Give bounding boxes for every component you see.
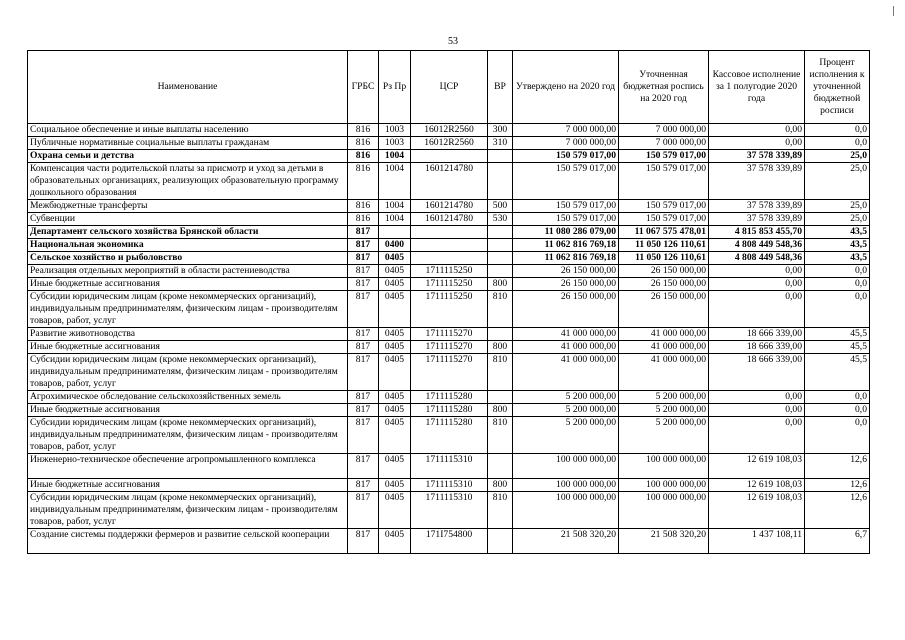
- row-cash-cell: 0,00: [709, 124, 805, 137]
- budget-execution-table: [27, 50, 870, 554]
- table-row: [28, 124, 870, 137]
- row-refined-cell: 11 050 126 110,61: [619, 252, 709, 265]
- row-rz-pr-cell: 0405: [379, 252, 411, 265]
- row-approved-cell: 150 579 017,00: [513, 163, 619, 200]
- table-row: [28, 239, 870, 252]
- row-cash-cell: 0,00: [709, 265, 805, 278]
- row-rz-pr-cell: 0405: [379, 454, 411, 479]
- row-name-cell: Иные бюджетные ассигнования: [28, 479, 348, 492]
- table-row: [28, 479, 870, 492]
- row-refined-cell: 7 000 000,00: [619, 124, 709, 137]
- row-approved-cell: 26 150 000,00: [513, 291, 619, 328]
- row-refined-cell: 21 508 320,20: [619, 529, 709, 554]
- row-refined-cell: 41 000 000,00: [619, 341, 709, 354]
- row-name-cell: Социальное обеспечение и иные выплаты населению: [28, 124, 348, 137]
- row-percent-cell: 45,5: [805, 328, 870, 341]
- row-cash-cell: 0,00: [709, 137, 805, 150]
- row-rz-pr-cell: 0400: [379, 239, 411, 252]
- row-cash-cell: 4 808 449 548,36: [709, 239, 805, 252]
- table-row: [28, 252, 870, 265]
- row-vr-cell: 810: [488, 492, 513, 529]
- row-grbs-cell: 817: [348, 492, 379, 529]
- row-approved-cell: 7 000 000,00: [513, 124, 619, 137]
- row-percent-cell: 0,0: [805, 265, 870, 278]
- row-refined-cell: 150 579 017,00: [619, 200, 709, 213]
- table-row: [28, 213, 870, 226]
- row-percent-cell: 12,6: [805, 454, 870, 479]
- row-vr-cell: [488, 226, 513, 239]
- row-approved-cell: 100 000 000,00: [513, 492, 619, 529]
- row-percent-cell: 0,0: [805, 291, 870, 328]
- row-refined-cell: 5 200 000,00: [619, 417, 709, 454]
- row-grbs-cell: 817: [348, 291, 379, 328]
- row-csr-cell: 1711115250: [411, 291, 488, 328]
- row-grbs-cell: 816: [348, 163, 379, 200]
- row-vr-cell: 800: [488, 278, 513, 291]
- table-row: [28, 404, 870, 417]
- row-name-cell: Межбюджетные трансферты: [28, 200, 348, 213]
- row-percent-cell: 25,0: [805, 213, 870, 226]
- row-rz-pr-cell: 0405: [379, 404, 411, 417]
- row-rz-pr-cell: [379, 226, 411, 239]
- row-vr-cell: 500: [488, 200, 513, 213]
- row-refined-cell: 11 050 126 110,61: [619, 239, 709, 252]
- row-vr-cell: [488, 391, 513, 404]
- row-approved-cell: 11 062 816 769,18: [513, 239, 619, 252]
- row-name-cell: Агрохимическое обследование сельскохозяйственных земель: [28, 391, 348, 404]
- row-rz-pr-cell: 1004: [379, 163, 411, 200]
- row-vr-cell: [488, 265, 513, 278]
- row-grbs-cell: 817: [348, 391, 379, 404]
- row-csr-cell: 16012R2560: [411, 137, 488, 150]
- row-cash-cell: 18 666 339,00: [709, 328, 805, 341]
- table-row: [28, 200, 870, 213]
- row-refined-cell: 7 000 000,00: [619, 137, 709, 150]
- row-approved-cell: 100 000 000,00: [513, 479, 619, 492]
- table-row: [28, 163, 870, 200]
- row-percent-cell: 6,7: [805, 529, 870, 554]
- row-grbs-cell: 817: [348, 341, 379, 354]
- row-vr-cell: [488, 252, 513, 265]
- row-vr-cell: [488, 163, 513, 200]
- row-percent-cell: 0,0: [805, 391, 870, 404]
- row-csr-cell: 1601214780: [411, 163, 488, 200]
- row-approved-cell: 41 000 000,00: [513, 354, 619, 391]
- row-csr-cell: 1711115280: [411, 391, 488, 404]
- row-csr-cell: 1711115250: [411, 265, 488, 278]
- row-rz-pr-cell: 0405: [379, 354, 411, 391]
- row-name-cell: Национальная экономика: [28, 239, 348, 252]
- row-rz-pr-cell: 0405: [379, 265, 411, 278]
- row-rz-pr-cell: 0405: [379, 291, 411, 328]
- row-cash-cell: 37 578 339,89: [709, 213, 805, 226]
- row-approved-cell: 26 150 000,00: [513, 278, 619, 291]
- row-grbs-cell: 817: [348, 354, 379, 391]
- row-refined-cell: 150 579 017,00: [619, 163, 709, 200]
- table-row: [28, 391, 870, 404]
- row-csr-cell: 1711115270: [411, 354, 488, 391]
- row-percent-cell: 12,6: [805, 492, 870, 529]
- row-rz-pr-cell: 1004: [379, 200, 411, 213]
- row-csr-cell: 1711115310: [411, 492, 488, 529]
- row-vr-cell: [488, 529, 513, 554]
- row-grbs-cell: 817: [348, 404, 379, 417]
- row-csr-cell: 1601214780: [411, 213, 488, 226]
- table-row: [28, 278, 870, 291]
- row-refined-cell: 100 000 000,00: [619, 479, 709, 492]
- row-grbs-cell: 817: [348, 278, 379, 291]
- row-percent-cell: 25,0: [805, 150, 870, 163]
- row-grbs-cell: 817: [348, 226, 379, 239]
- row-refined-cell: 41 000 000,00: [619, 354, 709, 391]
- row-grbs-cell: 817: [348, 529, 379, 554]
- header-csr: ЦСР: [411, 51, 488, 124]
- row-vr-cell: [488, 328, 513, 341]
- row-approved-cell: 41 000 000,00: [513, 328, 619, 341]
- row-refined-cell: 100 000 000,00: [619, 454, 709, 479]
- header-cash: Кассовое исполнение за 1 полугодие 2020 года: [709, 51, 805, 124]
- row-percent-cell: 43,5: [805, 239, 870, 252]
- row-refined-cell: 5 200 000,00: [619, 391, 709, 404]
- page-number: 53: [448, 36, 458, 47]
- row-percent-cell: 45,5: [805, 341, 870, 354]
- table-body: [28, 124, 870, 554]
- row-csr-cell: [411, 150, 488, 163]
- row-name-cell: Субсидии юридическим лицам (кроме некоммерческих организаций), индивидуальным предпринимателям, физическим лицам - производителям товаров, работ, услуг: [28, 417, 348, 454]
- row-approved-cell: 5 200 000,00: [513, 391, 619, 404]
- row-rz-pr-cell: 0405: [379, 341, 411, 354]
- row-cash-cell: 12 619 108,03: [709, 492, 805, 529]
- row-vr-cell: [488, 454, 513, 479]
- row-vr-cell: [488, 150, 513, 163]
- row-approved-cell: 150 579 017,00: [513, 200, 619, 213]
- table-row: [28, 137, 870, 150]
- row-cash-cell: 37 578 339,89: [709, 200, 805, 213]
- row-name-cell: Реализация отдельных мероприятий в области растениеводства: [28, 265, 348, 278]
- table-row: [28, 291, 870, 328]
- row-approved-cell: 5 200 000,00: [513, 417, 619, 454]
- row-approved-cell: 5 200 000,00: [513, 404, 619, 417]
- row-name-cell: Компенсация части родительской платы за присмотр и уход за детьми в образовательных организациях, реализующих образовательную программу дошкольного образования: [28, 163, 348, 200]
- row-csr-cell: [411, 226, 488, 239]
- table-row: [28, 150, 870, 163]
- table-row: [28, 328, 870, 341]
- row-csr-cell: 1601214780: [411, 200, 488, 213]
- row-name-cell: Иные бюджетные ассигнования: [28, 341, 348, 354]
- row-name-cell: Субсидии юридическим лицам (кроме некоммерческих организаций), индивидуальным предпринимателям, физическим лицам - производителям товаров, работ, услуг: [28, 291, 348, 328]
- row-csr-cell: 171I754800: [411, 529, 488, 554]
- row-cash-cell: 0,00: [709, 417, 805, 454]
- table-row: [28, 454, 870, 479]
- row-csr-cell: 1711115310: [411, 454, 488, 479]
- row-cash-cell: 37 578 339,89: [709, 163, 805, 200]
- row-cash-cell: 4 815 853 455,70: [709, 226, 805, 239]
- row-percent-cell: 43,5: [805, 226, 870, 239]
- row-grbs-cell: 817: [348, 454, 379, 479]
- row-csr-cell: 1711115280: [411, 417, 488, 454]
- row-approved-cell: 41 000 000,00: [513, 341, 619, 354]
- row-rz-pr-cell: 0405: [379, 391, 411, 404]
- row-cash-cell: 0,00: [709, 391, 805, 404]
- row-rz-pr-cell: 0405: [379, 278, 411, 291]
- table-row: [28, 492, 870, 529]
- row-rz-pr-cell: 1003: [379, 124, 411, 137]
- row-grbs-cell: 816: [348, 124, 379, 137]
- row-refined-cell: 11 067 575 478,01: [619, 226, 709, 239]
- row-rz-pr-cell: 0405: [379, 417, 411, 454]
- row-percent-cell: 12,6: [805, 479, 870, 492]
- row-csr-cell: 16012R2560: [411, 124, 488, 137]
- row-csr-cell: 1711115270: [411, 341, 488, 354]
- row-name-cell: Инженерно-техническое обеспечение агропромышленного комплекса: [28, 454, 348, 479]
- row-grbs-cell: 816: [348, 137, 379, 150]
- row-grbs-cell: 817: [348, 328, 379, 341]
- row-rz-pr-cell: 0405: [379, 492, 411, 529]
- row-csr-cell: [411, 252, 488, 265]
- row-csr-cell: 1711115270: [411, 328, 488, 341]
- row-grbs-cell: 817: [348, 479, 379, 492]
- row-percent-cell: 0,0: [805, 404, 870, 417]
- row-grbs-cell: 816: [348, 150, 379, 163]
- row-cash-cell: 0,00: [709, 291, 805, 328]
- row-cash-cell: 37 578 339,89: [709, 150, 805, 163]
- row-cash-cell: 12 619 108,03: [709, 454, 805, 479]
- row-name-cell: Публичные нормативные социальные выплаты гражданам: [28, 137, 348, 150]
- header-grbs: ГРБС: [348, 51, 379, 124]
- header-percent: Процент исполнения к уточненной бюджетной росписи: [805, 51, 870, 124]
- header-rz-pr: Рз Пр: [379, 51, 411, 124]
- header-vr: ВР: [488, 51, 513, 124]
- row-vr-cell: 810: [488, 417, 513, 454]
- row-grbs-cell: 816: [348, 213, 379, 226]
- row-percent-cell: 0,0: [805, 137, 870, 150]
- row-name-cell: Охрана семьи и детства: [28, 150, 348, 163]
- row-name-cell: Развитие животноводства: [28, 328, 348, 341]
- table-row: [28, 226, 870, 239]
- row-refined-cell: 5 200 000,00: [619, 404, 709, 417]
- row-name-cell: Иные бюджетные ассигнования: [28, 404, 348, 417]
- row-rz-pr-cell: 1004: [379, 213, 411, 226]
- row-rz-pr-cell: 1004: [379, 150, 411, 163]
- row-approved-cell: 150 579 017,00: [513, 150, 619, 163]
- row-name-cell: Субсидии юридическим лицам (кроме некоммерческих организаций), индивидуальным предпринимателям, физическим лицам - производителям товаров, работ, услуг: [28, 492, 348, 529]
- row-csr-cell: [411, 239, 488, 252]
- row-vr-cell: 810: [488, 354, 513, 391]
- row-rz-pr-cell: 1003: [379, 137, 411, 150]
- row-name-cell: Субвенции: [28, 213, 348, 226]
- row-grbs-cell: 817: [348, 417, 379, 454]
- row-vr-cell: 300: [488, 124, 513, 137]
- row-refined-cell: 26 150 000,00: [619, 265, 709, 278]
- table-row: [28, 265, 870, 278]
- row-cash-cell: 0,00: [709, 278, 805, 291]
- row-percent-cell: 25,0: [805, 163, 870, 200]
- row-percent-cell: 45,5: [805, 354, 870, 391]
- row-cash-cell: 1 437 108,11: [709, 529, 805, 554]
- row-percent-cell: 0,0: [805, 417, 870, 454]
- row-vr-cell: 800: [488, 404, 513, 417]
- row-refined-cell: 150 579 017,00: [619, 213, 709, 226]
- row-cash-cell: 4 808 449 548,36: [709, 252, 805, 265]
- row-approved-cell: 11 062 816 769,18: [513, 252, 619, 265]
- row-percent-cell: 0,0: [805, 278, 870, 291]
- row-refined-cell: 150 579 017,00: [619, 150, 709, 163]
- row-approved-cell: 150 579 017,00: [513, 213, 619, 226]
- row-cash-cell: 18 666 339,00: [709, 341, 805, 354]
- scan-edge-mark: [893, 6, 894, 16]
- row-refined-cell: 26 150 000,00: [619, 278, 709, 291]
- row-csr-cell: 1711115280: [411, 404, 488, 417]
- row-rz-pr-cell: 0405: [379, 328, 411, 341]
- row-csr-cell: 1711115250: [411, 278, 488, 291]
- row-name-cell: Субсидии юридическим лицам (кроме некоммерческих организаций), индивидуальным предпринимателям, физическим лицам - производителям товаров, работ, услуг: [28, 354, 348, 391]
- row-cash-cell: 18 666 339,00: [709, 354, 805, 391]
- row-approved-cell: 26 150 000,00: [513, 265, 619, 278]
- row-vr-cell: 530: [488, 213, 513, 226]
- row-grbs-cell: 817: [348, 239, 379, 252]
- row-approved-cell: 7 000 000,00: [513, 137, 619, 150]
- row-vr-cell: [488, 239, 513, 252]
- row-vr-cell: 810: [488, 291, 513, 328]
- row-grbs-cell: 817: [348, 265, 379, 278]
- table-row: [28, 417, 870, 454]
- row-rz-pr-cell: 0405: [379, 479, 411, 492]
- table-row: [28, 529, 870, 554]
- row-approved-cell: 21 508 320,20: [513, 529, 619, 554]
- row-csr-cell: 1711115310: [411, 479, 488, 492]
- row-approved-cell: 100 000 000,00: [513, 454, 619, 479]
- row-vr-cell: 800: [488, 479, 513, 492]
- row-approved-cell: 11 080 286 079,00: [513, 226, 619, 239]
- row-name-cell: Иные бюджетные ассигнования: [28, 278, 348, 291]
- row-name-cell: Департамент сельского хозяйства Брянской области: [28, 226, 348, 239]
- row-percent-cell: 0,0: [805, 124, 870, 137]
- row-refined-cell: 100 000 000,00: [619, 492, 709, 529]
- row-vr-cell: 310: [488, 137, 513, 150]
- row-rz-pr-cell: 0405: [379, 529, 411, 554]
- row-name-cell: Создание системы поддержки фермеров и развитие сельской кооперации: [28, 529, 348, 554]
- row-grbs-cell: 817: [348, 252, 379, 265]
- row-percent-cell: 25,0: [805, 200, 870, 213]
- row-cash-cell: 12 619 108,03: [709, 479, 805, 492]
- row-cash-cell: 0,00: [709, 404, 805, 417]
- header-refined: Уточненная бюджетная роспись на 2020 год: [619, 51, 709, 124]
- row-refined-cell: 41 000 000,00: [619, 328, 709, 341]
- row-grbs-cell: 816: [348, 200, 379, 213]
- header-name: Наименование: [28, 51, 348, 124]
- header-approved: Утверждено на 2020 год: [513, 51, 619, 124]
- row-refined-cell: 26 150 000,00: [619, 291, 709, 328]
- row-percent-cell: 43,5: [805, 252, 870, 265]
- table-row: [28, 341, 870, 354]
- row-vr-cell: 800: [488, 341, 513, 354]
- row-name-cell: Сельское хозяйство и рыболовство: [28, 252, 348, 265]
- table-row: [28, 354, 870, 391]
- table-header-row: [28, 51, 870, 124]
